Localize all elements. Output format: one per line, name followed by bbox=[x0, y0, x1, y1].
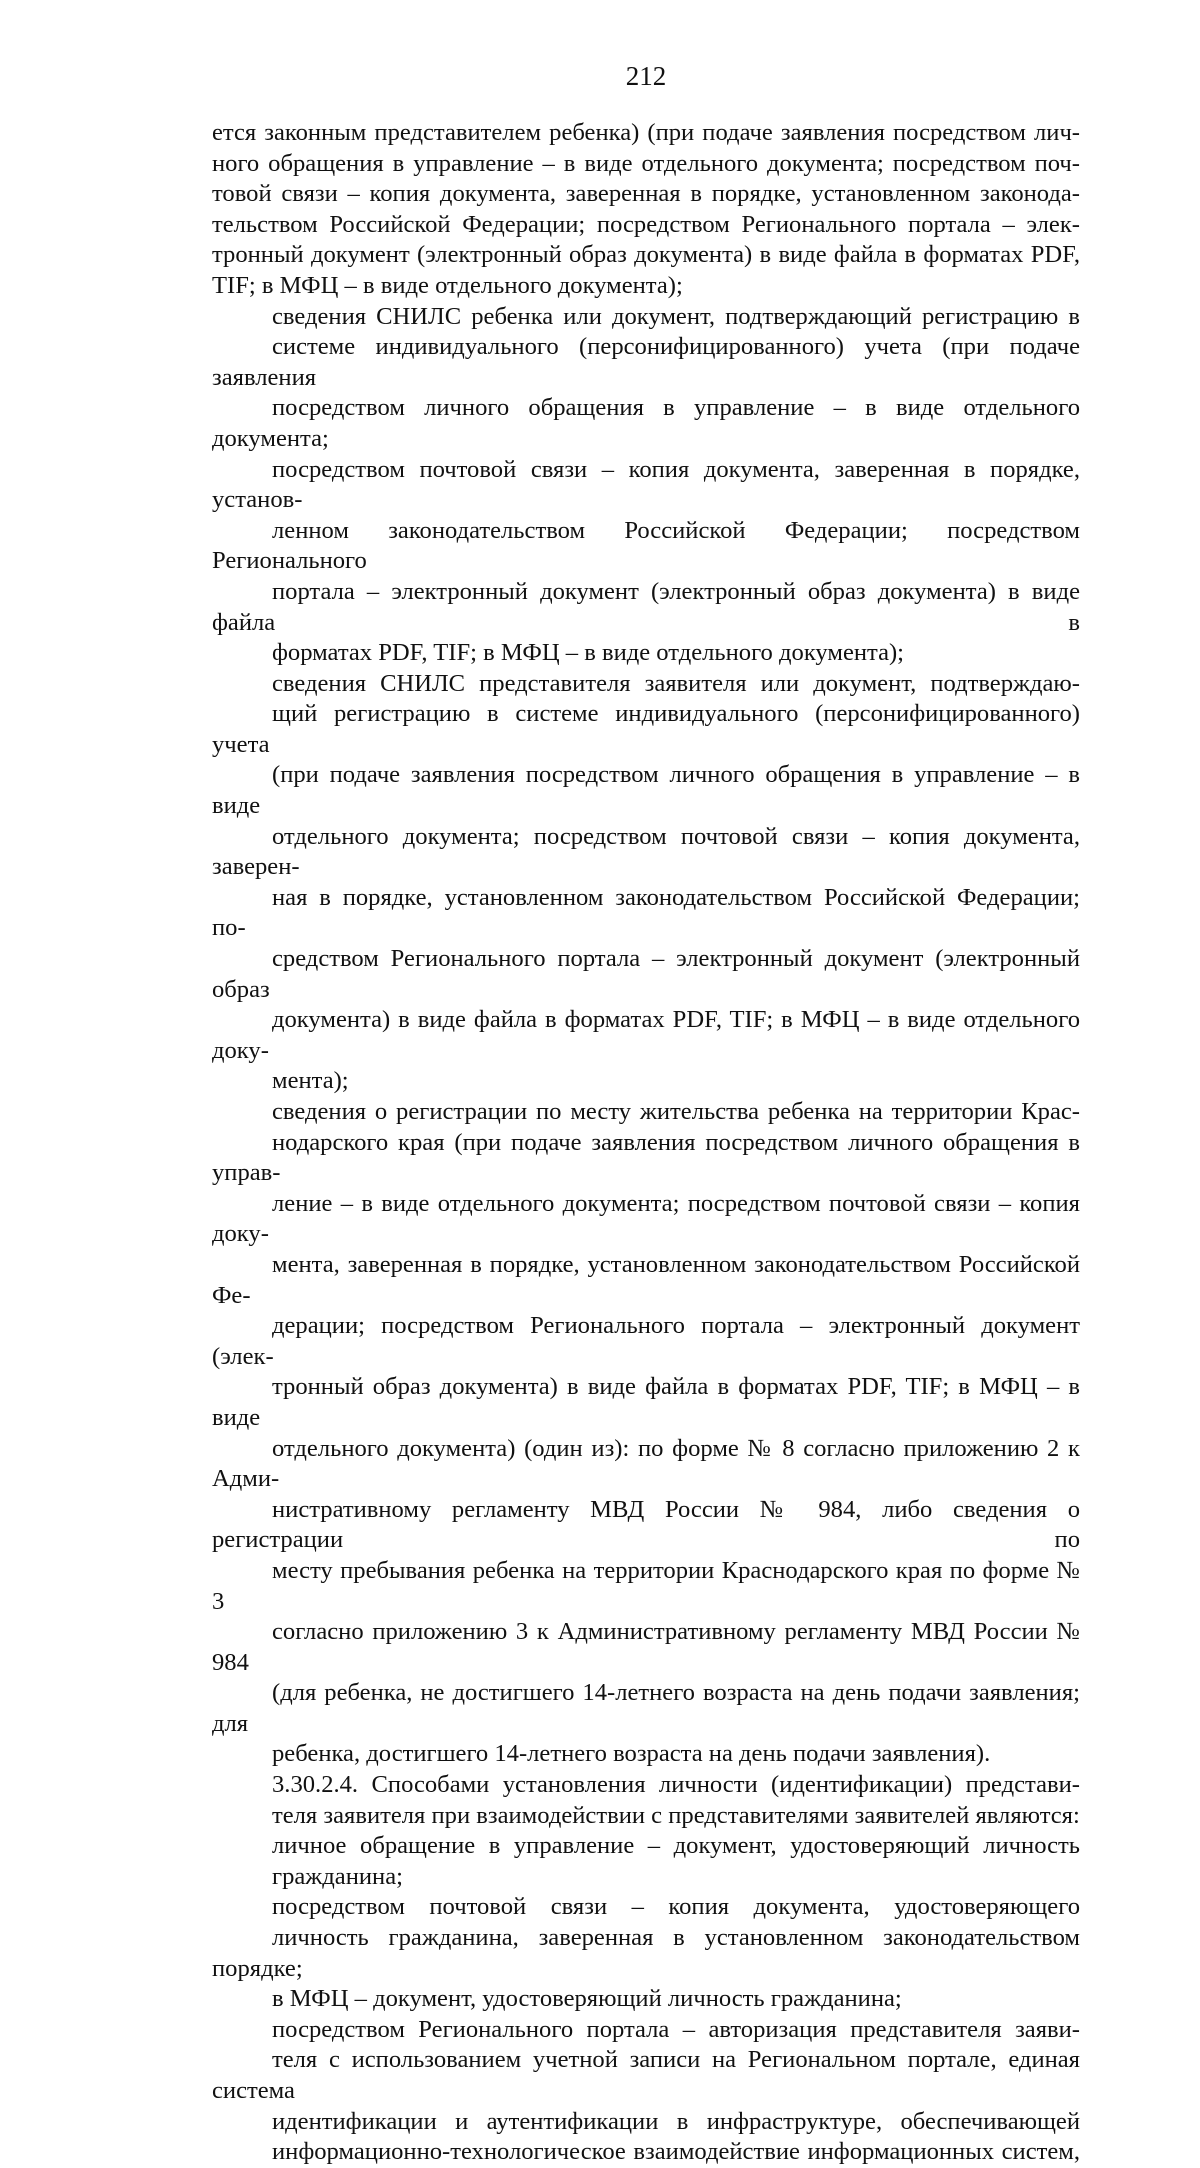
text-line: ного обращения в управление – в виде отдельного документа; посредством поч- bbox=[212, 149, 1080, 177]
text-line: средством Регионального портала – электронный документ (электронный образ bbox=[212, 945, 1080, 1003]
paragraph bbox=[212, 1892, 1080, 1984]
text-line: ленном законодательством Российской Федерации; посредством Регионального bbox=[212, 516, 1080, 575]
text-line: гражданина; bbox=[272, 1862, 403, 1890]
text-line: документа) в виде файла в форматах PDF, TIF; в МФЦ – в виде отдельного доку- bbox=[212, 1006, 1080, 1064]
text-line: TIF; в МФЦ – в виде отдельного документа); bbox=[212, 271, 683, 299]
text-line: тронный документ (электронный образ документа) в виде файла в форматах PDF, bbox=[212, 241, 1080, 269]
text-line: (при подаче заявления посредством личного обращения в управление – в виде bbox=[212, 761, 1080, 820]
text-line: сведения СНИЛС ребенка или документ, подтверждающий регистрацию в bbox=[272, 302, 1080, 330]
text-line: товой связи – копия документа, заверенная в порядке, установленном законода- bbox=[212, 180, 1080, 208]
text-line: тельством Российской Федерации; посредством Регионального портала – элек- bbox=[212, 210, 1080, 238]
text-line: посредством почтовой связи – копия документа, удостоверяющего bbox=[272, 1893, 1080, 1921]
text-line: ется законным представителем ребенка) (при подаче заявления посредством лич- bbox=[212, 119, 1080, 146]
text-line: информационно-технологическое взаимодействие информационных систем, bbox=[272, 2138, 1080, 2166]
text-line: отдельного документа) (один из): по форме № 8 согласно приложению 2 к Адми- bbox=[212, 1434, 1080, 1493]
paragraph bbox=[212, 669, 1080, 1097]
text-line: отдельного документа; посредством почтовой связи – копия документа, заверен- bbox=[212, 822, 1080, 881]
text-line: портала – электронный документ (электронный образ документа) в виде файла в bbox=[212, 577, 1080, 636]
text-line: мента); bbox=[272, 1067, 349, 1095]
text-line: идентификации и аутентификации в инфраструктуре, обеспечивающей bbox=[272, 2107, 1080, 2135]
text-line: посредством почтовой связи – копия документа, заверенная в порядке, установ- bbox=[212, 455, 1080, 514]
text-line: в МФЦ – документ, удостоверяющий личность гражданина; bbox=[272, 1985, 902, 2013]
text-line: щий регистрацию в системе индивидуального (персонифицированного) учета bbox=[212, 700, 1080, 758]
paragraph bbox=[212, 302, 1080, 669]
paragraph bbox=[212, 1097, 1080, 1770]
text-line: личное обращение в управление – документ, удостоверяющий личность bbox=[272, 1832, 1080, 1860]
text-line: теля с использованием учетной записи на Региональном портале, единая система bbox=[212, 2046, 1080, 2104]
text-line: ребенка, достигшего 14-летнего возраста на день подачи заявления). bbox=[272, 1740, 991, 1768]
text-line: месту пребывания ребенка на территории Краснодарского края по форме № 3 bbox=[212, 1556, 1080, 1615]
text-line: ление – в виде отдельного документа; посредством почтовой связи – копия доку- bbox=[212, 1189, 1080, 1248]
text-line: мента, заверенная в порядке, установленном законодательством Российской Фе- bbox=[212, 1250, 1080, 1309]
text-line: (для ребенка, не достигшего 14-летнего возраста на день подачи заявления; для bbox=[212, 1679, 1080, 1737]
text-line: посредством Регионального портала – авторизация представителя заяви- bbox=[272, 2015, 1080, 2043]
text-line: личность гражданина, заверенная в установленном законодательством порядке; bbox=[212, 1924, 1080, 1982]
paragraph bbox=[212, 2015, 1080, 2168]
text-line: дерации; посредством Регионального портала – электронный документ (элек- bbox=[212, 1312, 1080, 1370]
text-line: сведения СНИЛС представителя заявителя или документ, подтверждаю- bbox=[272, 669, 1080, 697]
paragraph bbox=[212, 1984, 1080, 2015]
text-line: форматах PDF, TIF; в МФЦ – в виде отдельного документа); bbox=[272, 639, 905, 667]
text-line: сведения о регистрации по месту жительства ребенка на территории Крас- bbox=[272, 1098, 1080, 1125]
text-line: согласно приложению 3 к Административному регламенту МВД России № 984 bbox=[212, 1618, 1080, 1676]
text-line: 3.30.2.4. Способами установления личности (идентификации) представи- bbox=[272, 1771, 1080, 1799]
document-body bbox=[212, 118, 1080, 2168]
paragraph bbox=[212, 1831, 1080, 1892]
page-number: 212 bbox=[625, 61, 667, 91]
text-line: тронный образ документа) в виде файла в форматах PDF, TIF; в МФЦ – в виде bbox=[212, 1373, 1080, 1431]
text-line: нистративному регламенту МВД России № 984, либо сведения о регистрации по bbox=[212, 1495, 1080, 1554]
text-line: теля заявителя при взаимодействии с представителями заявителей являются: bbox=[272, 1801, 1080, 1829]
text-line: системе индивидуального (персонифицированного) учета (при подаче заявления bbox=[212, 333, 1080, 391]
paragraph bbox=[212, 1770, 1080, 1831]
text-line: нодарского края (при подаче заявления посредством личного обращения в управ- bbox=[212, 1128, 1080, 1187]
text-line: ная в порядке, установленном законодательством Российской Федерации; по- bbox=[212, 883, 1080, 942]
paragraph bbox=[212, 118, 1080, 302]
text-line: посредством личного обращения в управление – в виде отдельного документа; bbox=[212, 394, 1080, 452]
